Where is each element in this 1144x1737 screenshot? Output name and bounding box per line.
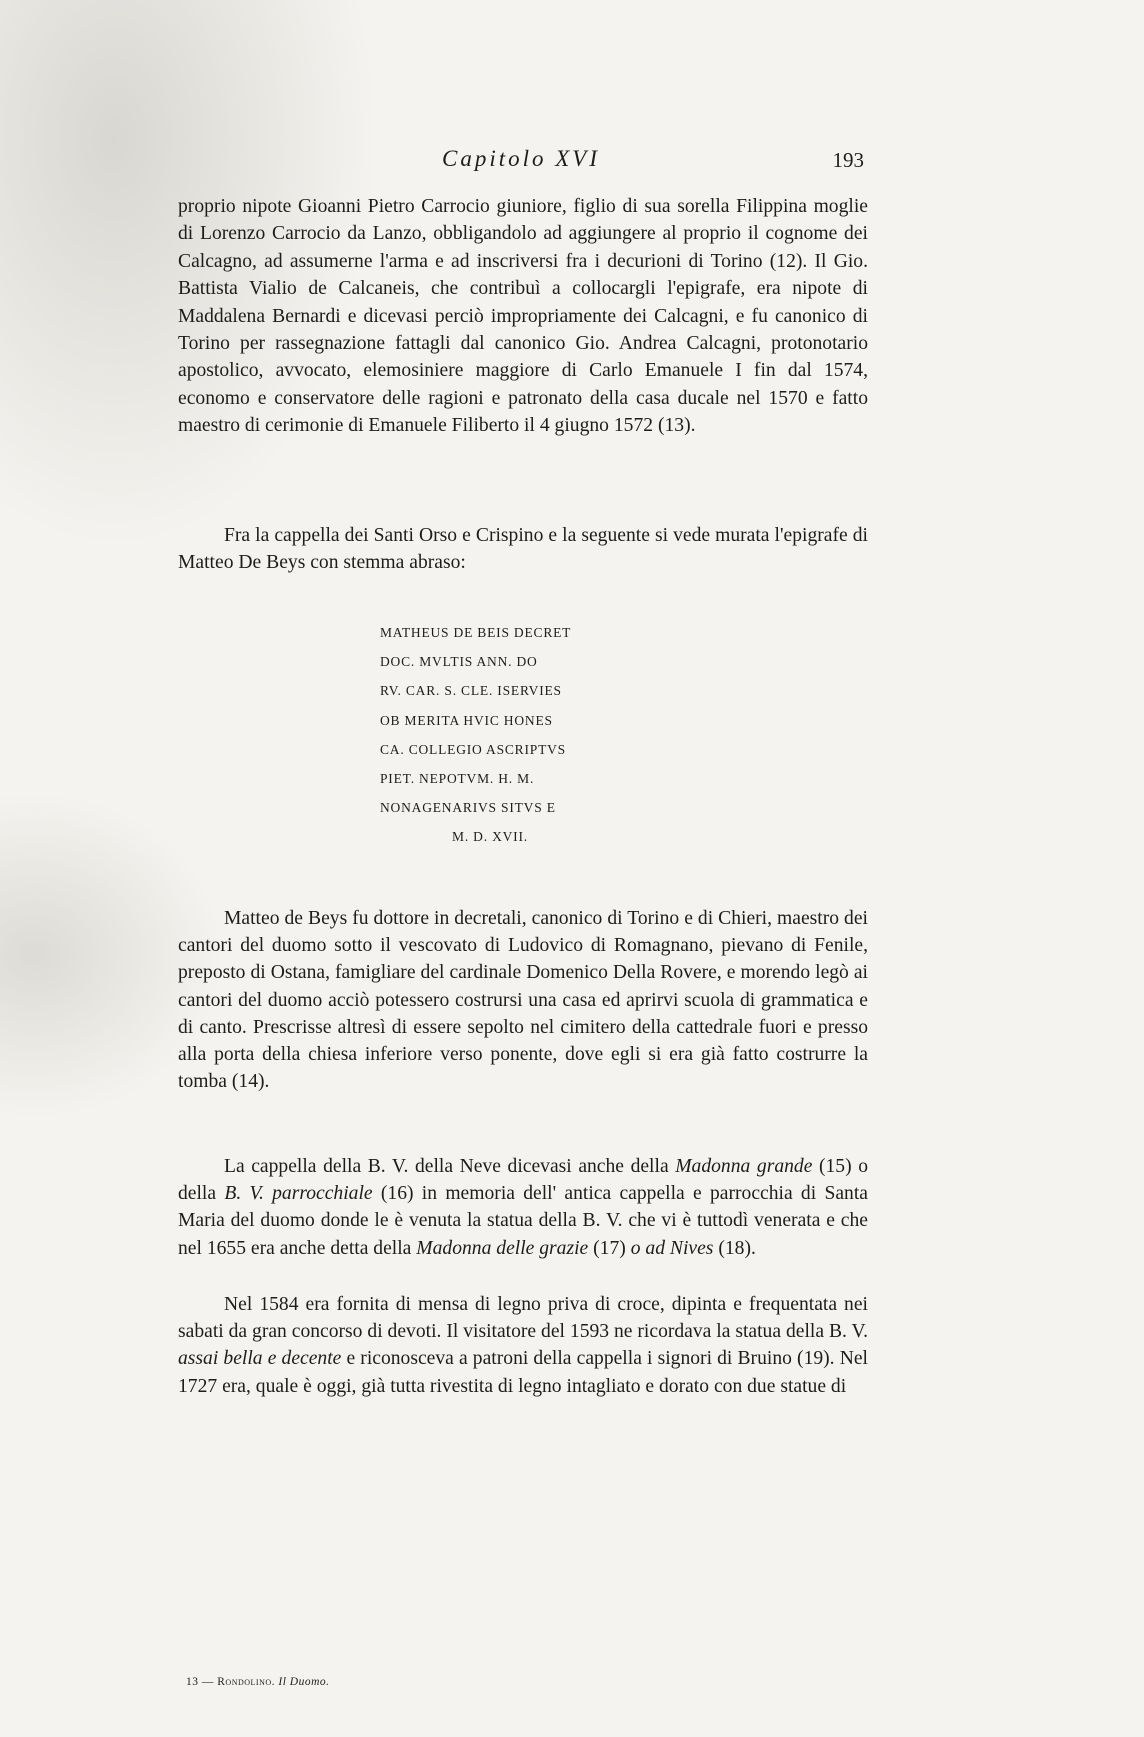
italic-run: assai bella e decente xyxy=(178,1348,342,1370)
text-run: (15) o della xyxy=(178,1156,868,1205)
text-run: e riconosceva a patroni della cappella i signori di Bruino (19). Nel 1727 era, quale è oggi, già tutta rivestita di legno intagliato e dorato con due statue di xyxy=(178,1348,868,1397)
italic-run: o ad Nives xyxy=(630,1237,714,1259)
paragraph-5 xyxy=(178,1291,868,1400)
inscription-line: CA. COLLEGIO ASCRIPTVS xyxy=(380,741,566,757)
running-title: Capitolo XVI xyxy=(441,146,601,171)
italic-run: Madonna grande xyxy=(675,1156,813,1177)
paragraph-3: Matteo de Beys fu dottore in decretali, canonico di Torino e di Chieri, maestro dei cantori del duomo sotto il vescovato di Ludovico di Romagnano, pievano di Fenile, preposto di Ostana, famigliare del cardinale Domenico Della Rovere, e morendo legò ai cantori del duomo acciò potessero costrursi una casa ed aprirvi scuola di grammatica e di canto. Prescrisse altresì di essere sepolto nel cimitero della cattedrale fuori e presso alla porta della chiesa inferiore verso ponente, dove egli si era già fatto costrurre la tomba (14). xyxy=(178,908,868,1093)
text-run: (16) in memoria dell' antica cappella e parrocchia di Santa Maria del duomo donde le è venuta la statua della B. V. che vi è tuttodì venerata e che nel 1655 era anche detta della xyxy=(178,1183,868,1259)
inscription-line: M. D. XVII. xyxy=(452,829,528,845)
paragraph-2: Fra la cappella dei Santi Orso e Crispino e la seguente si vede murata l'epigrafe di Matteo De Beys con stemma abraso: xyxy=(178,525,868,574)
signature-title: Il Duomo. xyxy=(278,1676,330,1688)
inscription-line: OB MERITA HVIC HONES xyxy=(380,712,553,728)
signature-number: 13 — xyxy=(186,1676,214,1688)
italic-run: B. V. parrocchiale xyxy=(224,1183,373,1205)
signature-mark xyxy=(186,1676,330,1688)
italic-run: Madonna delle grazie xyxy=(416,1237,589,1259)
inscription-line: DOC. MVLTIS ANN. DO xyxy=(380,654,538,670)
epigraph-inscription xyxy=(380,618,640,852)
text-run: La cappella della B. V. della Neve dicevasi anche della xyxy=(224,1156,676,1177)
inscription-line: NONAGENARIVS SITVS E xyxy=(380,800,556,816)
text-run: Nel 1584 era fornita di mensa di legno priva di croce, dipinta e frequentata nei sabati da gran concorso di devoti. Il visitatore del 1593 ne ricordava la statua della B. V. xyxy=(178,1294,868,1343)
inscription-line: PIET. NEPOTVM. H. M. xyxy=(380,771,535,787)
inscription-line: RV. CAR. S. CLE. ISERVIES xyxy=(380,683,562,699)
paragraph-1: proprio nipote Gioanni Pietro Carrocio giuniore, figlio di sua sorella Filippina moglie di Lorenzo Carrocio da Lanzo, obbligandolo ad aggiungere al proprio il cognome dei Calcagno, ad assumerne l'arma e ad inscriversi fra i decurioni di Torino (12). Il Gio. Battista Vialio de Calcaneis, che contribuì a collocargli l'epigrafe, era nipote di Maddalena Bernardi e dicevasi perciò impropriamente dei Calcagni, e fu canonico di Torino per rassegnazione fattagli dal canonico Gio. Andrea Calcagni, protonotario apostolico, avvocato, elemosiniere maggiore di Carlo Emanuele I fin dal 1574, economo e conservatore delle ragioni e patronato della casa ducale nel 1570 e fatto maestro di cerimonie di Emanuele Filiberto il 4 giugno 1572 (13). xyxy=(178,196,868,437)
page-number: 193 xyxy=(832,148,864,172)
running-head xyxy=(178,146,864,176)
signature-author: Rondolino. xyxy=(217,1676,276,1688)
text-run: (17) xyxy=(588,1237,631,1259)
text-run: (18). xyxy=(713,1237,756,1259)
inscription-line: MATHEUS DE BEIS DECRET xyxy=(380,625,572,640)
paragraph-4 xyxy=(178,1153,868,1262)
